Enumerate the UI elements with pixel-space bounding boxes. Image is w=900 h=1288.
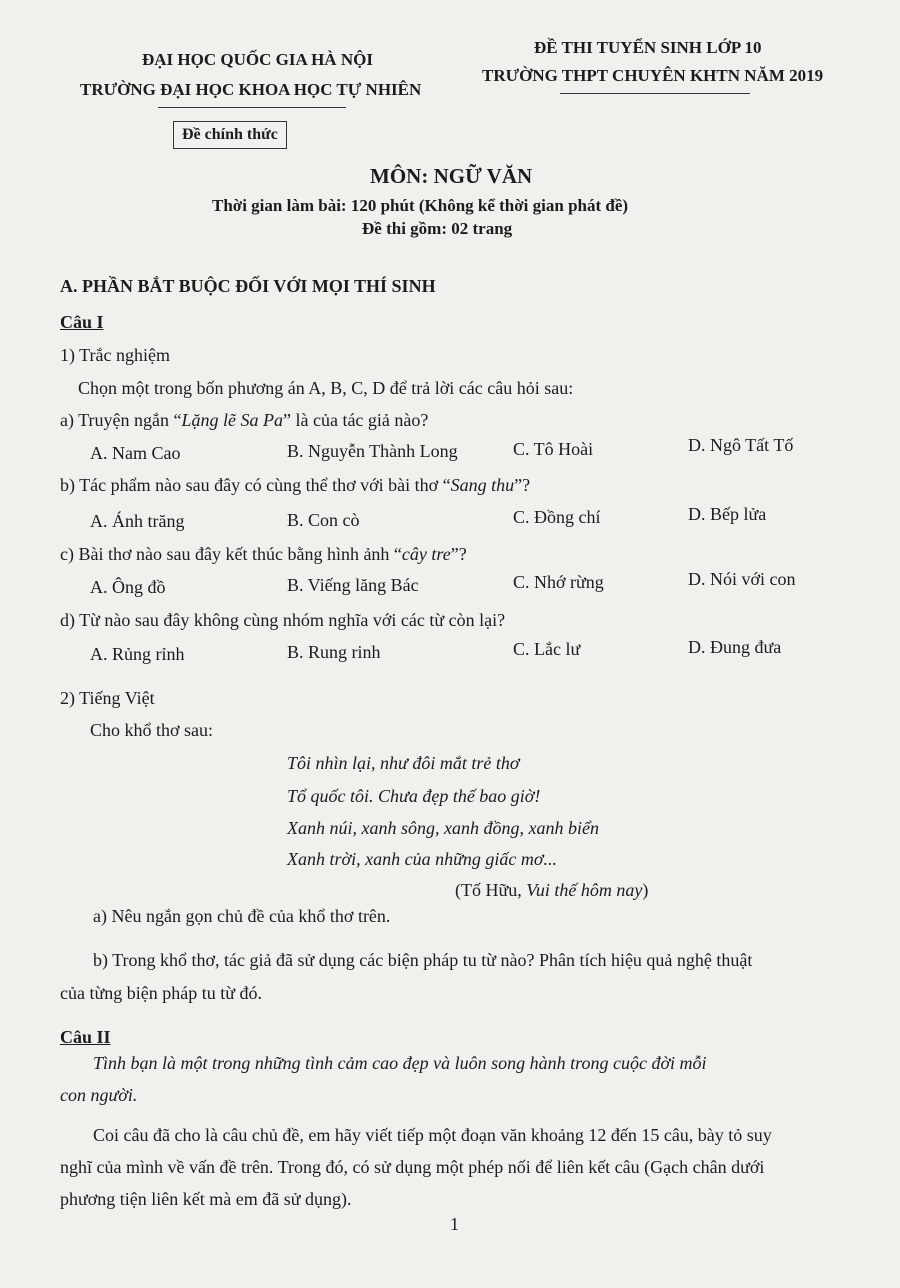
poem-source: (Tố Hữu, Vui thế hôm nay) <box>455 880 649 900</box>
question-2-task-line2: nghĩ của mình về vấn đề trên. Trong đó, có sử dụng một phép nối để liên kết câu (Gạch chân dưới <box>60 1157 765 1177</box>
mcq-instruction: Chọn một trong bốn phương án A, B, C, D để trả lời các câu hỏi sau: <box>78 378 574 398</box>
subject-title: MÔN: NGỮ VĂN <box>370 164 533 188</box>
school-name: TRƯỜNG ĐẠI HỌC KHOA HỌC TỰ NHIÊN <box>80 80 422 99</box>
option-d: D. Ngô Tất Tố <box>688 435 794 455</box>
option-b: B. Nguyễn Thành Long <box>287 441 458 461</box>
question-2-quote-line2: con người. <box>60 1085 138 1105</box>
official-exam-box: Đề chính thức <box>173 121 287 149</box>
option-b: B. Rung rinh <box>287 642 381 662</box>
exam-underline <box>560 93 750 94</box>
option-a: A. Ánh trăng <box>90 511 185 531</box>
question-c: c) Bài thơ nào sau đây kết thúc bằng hình ảnh “cây tre”? <box>60 544 467 564</box>
option-a: A. Ông đồ <box>90 577 166 597</box>
poem-line: Tổ quốc tôi. Chưa đẹp thế bao giờ! <box>287 786 541 806</box>
exam-duration: Thời gian làm bài: 120 phút (Không kể thời gian phát đề) <box>212 196 629 215</box>
poem-line: Xanh núi, xanh sông, xanh đồng, xanh biển <box>287 818 599 838</box>
part-1-label: 1) Trắc nghiệm <box>60 345 170 365</box>
exam-page-count: Đề thi gồm: 02 trang <box>362 219 513 238</box>
option-a: A. Rủng rỉnh <box>90 644 185 664</box>
option-b: B. Viếng lăng Bác <box>287 575 419 595</box>
question-a: a) Truyện ngắn “Lặng lẽ Sa Pa” là của tác giả nào? <box>60 410 429 430</box>
option-b: B. Con cò <box>287 510 360 530</box>
option-c: C. Nhớ rừng <box>513 572 604 592</box>
question-1-heading: Câu I <box>60 312 104 332</box>
question-b: b) Tác phẩm nào sau đây có cùng thể thơ với bài thơ “Sang thu”? <box>60 475 531 495</box>
part-2-label: 2) Tiếng Việt <box>60 688 155 708</box>
option-c: C. Đồng chí <box>513 507 601 527</box>
school-underline <box>158 107 346 108</box>
question-2-task-line1: Coi câu đã cho là câu chủ đề, em hãy viết tiếp một đoạn văn khoảng 12 đến 15 câu, bày tỏ suy <box>93 1125 772 1145</box>
section-a-heading: A. PHẦN BẮT BUỘC ĐỐI VỚI MỌI THÍ SINH <box>60 276 436 296</box>
poem-line: Tôi nhìn lại, như đôi mắt trẻ thơ <box>287 753 520 773</box>
option-d: D. Đung đưa <box>688 637 782 657</box>
question-d: d) Từ nào sau đây không cùng nhóm nghĩa với các từ còn lại? <box>60 610 506 630</box>
option-c: C. Lắc lư <box>513 639 581 659</box>
question-2-heading: Câu II <box>60 1027 111 1047</box>
question-2-task-line3: phương tiện liên kết mà em đã sử dụng). <box>60 1189 352 1209</box>
exam-school-year: TRƯỜNG THPT CHUYÊN KHTN NĂM 2019 <box>482 66 824 85</box>
poem-intro: Cho khổ thơ sau: <box>90 720 214 740</box>
task-b-line1: b) Trong khổ thơ, tác giả đã sử dụng các biện pháp tu từ nào? Phân tích hiệu quả nghệ thuật <box>93 950 753 970</box>
university-name: ĐẠI HỌC QUỐC GIA HÀ NỘI <box>142 50 373 69</box>
option-d: D. Bếp lửa <box>688 504 767 524</box>
poem-line: Xanh trời, xanh của những giấc mơ... <box>287 849 557 869</box>
page-number: 1 <box>450 1214 459 1234</box>
task-b-line2: của từng biện pháp tu từ đó. <box>60 983 262 1003</box>
option-d: D. Nói với con <box>688 569 796 589</box>
option-c: C. Tô Hoài <box>513 439 594 459</box>
task-a: a) Nêu ngắn gọn chủ đề của khổ thơ trên. <box>93 906 391 926</box>
option-a: A. Nam Cao <box>90 443 181 463</box>
exam-title: ĐỀ THI TUYỂN SINH LỚP 10 <box>534 38 762 57</box>
question-2-quote-line1: Tình bạn là một trong những tình cảm cao đẹp và luôn song hành trong cuộc đời mỗi <box>93 1053 707 1073</box>
